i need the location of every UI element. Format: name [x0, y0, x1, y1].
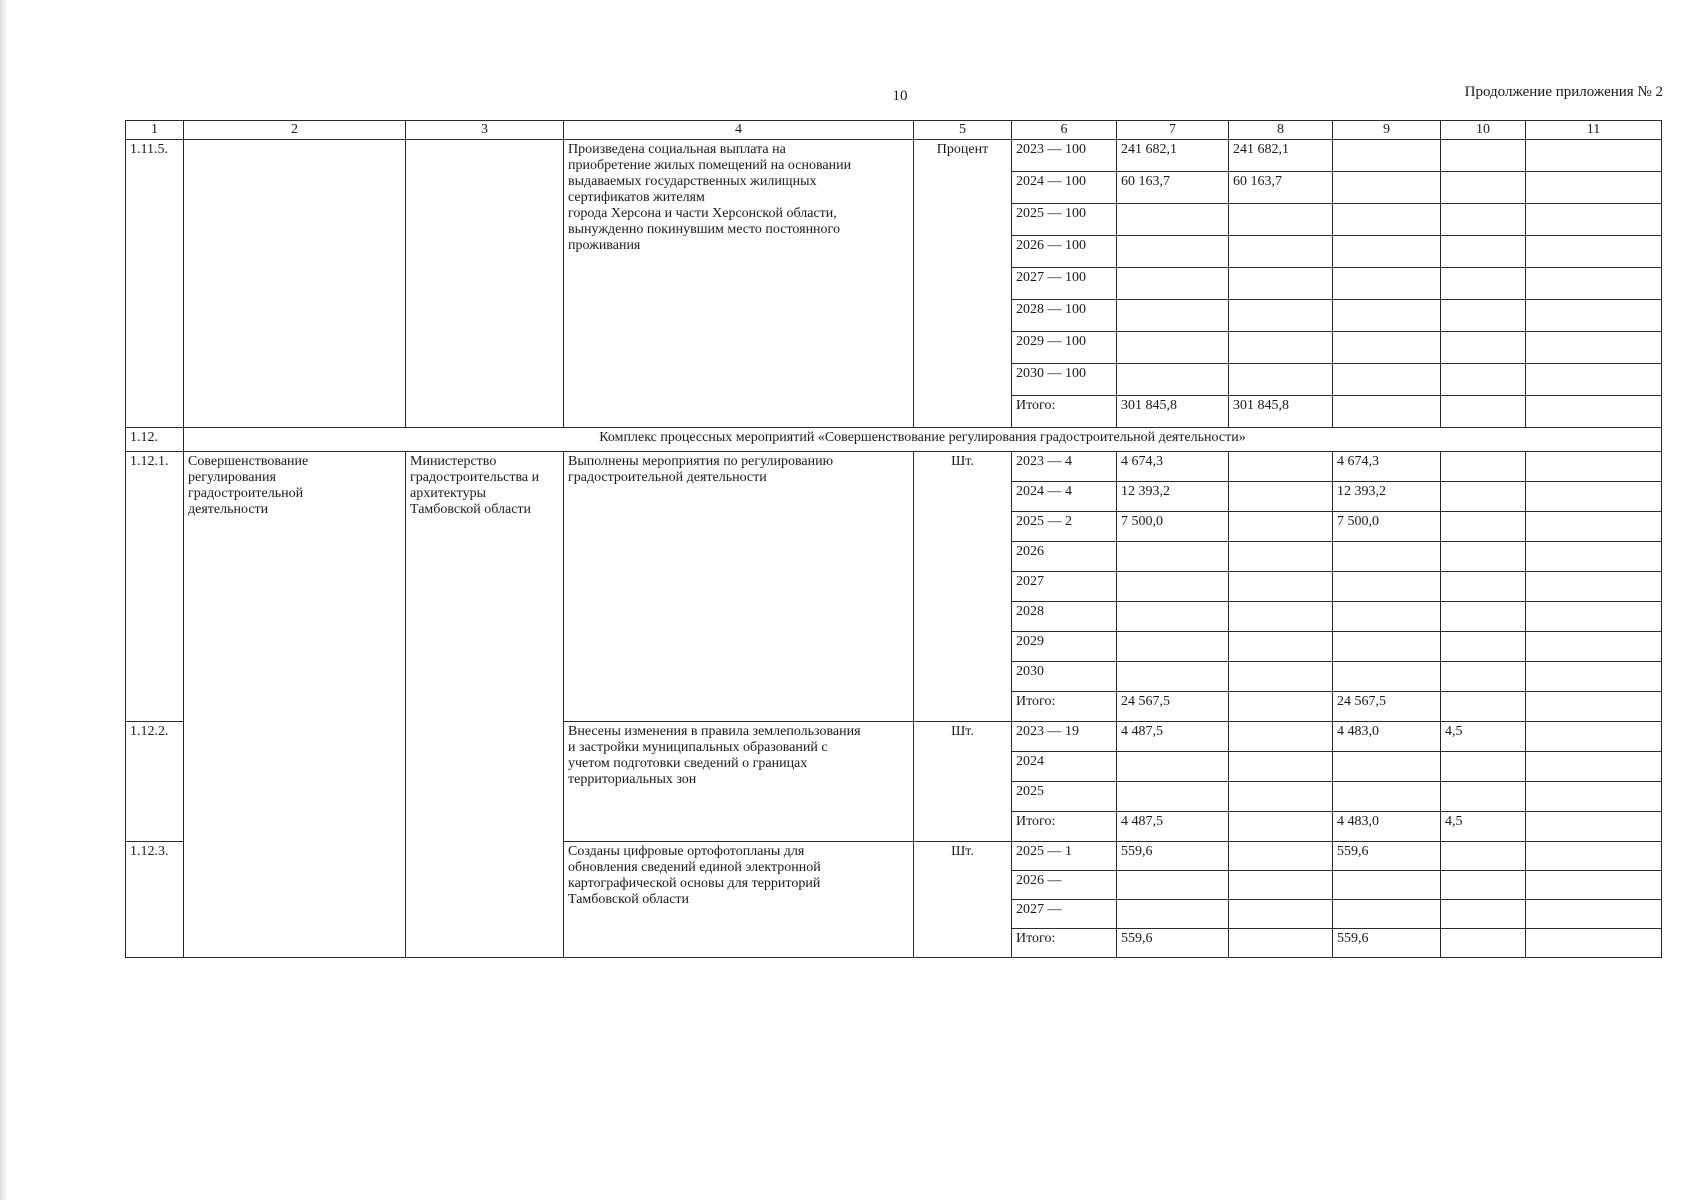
value-c7	[1117, 364, 1229, 396]
name-cell	[184, 452, 406, 958]
unit-cell: Шт.	[914, 722, 1012, 842]
value-c10	[1441, 172, 1526, 204]
value-c11	[1526, 300, 1662, 332]
year-target: 2028 — 100	[1012, 300, 1117, 332]
scan-edge-shadow	[0, 0, 8, 1200]
value-c9: 4 674,3	[1333, 452, 1441, 482]
value-c8	[1229, 692, 1333, 722]
value-c8	[1229, 512, 1333, 542]
column-header: 5	[914, 121, 1012, 140]
value-c9	[1333, 300, 1441, 332]
value-c9	[1333, 752, 1441, 782]
value-c7: 559,6	[1117, 929, 1229, 958]
year-target: Итого:	[1012, 692, 1117, 722]
unit-cell: Процент	[914, 140, 1012, 428]
unit-cell: Шт.	[914, 452, 1012, 722]
year-target: 2025	[1012, 782, 1117, 812]
program-table	[125, 120, 1662, 958]
value-c10: 4,5	[1441, 722, 1526, 752]
description-cell-line: Тамбовской области	[568, 892, 690, 907]
unit-cell: Шт.	[914, 842, 1012, 958]
value-c7	[1117, 236, 1229, 268]
value-c7	[1117, 268, 1229, 300]
value-c7: 4 487,5	[1117, 812, 1229, 842]
value-c8	[1229, 482, 1333, 512]
value-c7	[1117, 332, 1229, 364]
value-c11	[1526, 140, 1662, 172]
value-c8	[1229, 452, 1333, 482]
name-cell-line: градостроительной	[188, 486, 304, 501]
row-number: 1.12.1.	[126, 452, 184, 722]
row-number: 1.12.2.	[126, 722, 184, 842]
value-c11	[1526, 512, 1662, 542]
value-c8: 241 682,1	[1229, 140, 1333, 172]
column-header: 8	[1229, 121, 1333, 140]
description-cell-line: учетом подготовки сведений о границах	[568, 756, 808, 771]
value-c11	[1526, 332, 1662, 364]
year-target: Итого:	[1012, 812, 1117, 842]
value-c10	[1441, 632, 1526, 662]
year-target: 2025 — 2	[1012, 512, 1117, 542]
description-cell-line: Выполнены мероприятия по регулированию	[568, 454, 834, 469]
year-target: 2026	[1012, 542, 1117, 572]
value-c11	[1526, 632, 1662, 662]
responsible-cell	[406, 452, 564, 958]
value-c8	[1229, 236, 1333, 268]
value-c10	[1441, 364, 1526, 396]
row-number: 1.12.3.	[126, 842, 184, 958]
name-cell-line: регулирования	[188, 470, 276, 485]
description-cell-line: картографической основы для территорий	[568, 876, 821, 891]
value-c7: 4 674,3	[1117, 452, 1229, 482]
value-c7	[1117, 782, 1229, 812]
value-c9: 559,6	[1333, 842, 1441, 871]
value-c11	[1526, 871, 1662, 900]
description-cell-line: и застройки муниципальных образований с	[568, 740, 828, 755]
value-c11	[1526, 364, 1662, 396]
value-c7	[1117, 662, 1229, 692]
name-cell-line: Совершенствование	[188, 454, 309, 469]
value-c9: 559,6	[1333, 929, 1441, 958]
description-cell-line: выдаваемых государственных жилищных	[568, 174, 817, 189]
value-c9	[1333, 782, 1441, 812]
column-header: 11	[1526, 121, 1662, 140]
description-cell	[564, 452, 914, 722]
responsible-cell-line: градостроительства и	[410, 470, 540, 485]
column-header: 7	[1117, 121, 1229, 140]
description-cell-line: территориальных зон	[568, 772, 697, 787]
value-c10	[1441, 842, 1526, 871]
value-c9	[1333, 662, 1441, 692]
year-target: 2024	[1012, 752, 1117, 782]
value-c9	[1333, 542, 1441, 572]
value-c11	[1526, 572, 1662, 602]
value-c9	[1333, 632, 1441, 662]
value-c8	[1229, 300, 1333, 332]
value-c9	[1333, 396, 1441, 428]
value-c7	[1117, 572, 1229, 602]
value-c8	[1229, 812, 1333, 842]
value-c8	[1229, 752, 1333, 782]
value-c10	[1441, 929, 1526, 958]
column-header: 9	[1333, 121, 1441, 140]
value-c11	[1526, 542, 1662, 572]
description-cell-line: приобретение жилых помещений на основании	[568, 158, 852, 173]
value-c11	[1526, 929, 1662, 958]
value-c7: 4 487,5	[1117, 722, 1229, 752]
description-cell-line: проживания	[568, 238, 641, 253]
year-target: 2030 — 100	[1012, 364, 1117, 396]
table-body	[126, 121, 1662, 958]
value-c11	[1526, 812, 1662, 842]
value-c8	[1229, 662, 1333, 692]
description-cell	[564, 722, 914, 842]
value-c8	[1229, 871, 1333, 900]
year-target: Итого:	[1012, 929, 1117, 958]
value-c7: 301 845,8	[1117, 396, 1229, 428]
year-target: 2024 — 4	[1012, 482, 1117, 512]
value-c8	[1229, 572, 1333, 602]
value-c7: 7 500,0	[1117, 512, 1229, 542]
value-c9	[1333, 172, 1441, 204]
value-c7: 559,6	[1117, 842, 1229, 871]
year-target: 2027	[1012, 572, 1117, 602]
value-c9	[1333, 268, 1441, 300]
value-c7	[1117, 542, 1229, 572]
value-c8	[1229, 632, 1333, 662]
value-c10	[1441, 332, 1526, 364]
description-cell-line: сертификатов жителям	[568, 190, 705, 205]
value-c9	[1333, 332, 1441, 364]
value-c9: 4 483,0	[1333, 722, 1441, 752]
value-c7: 12 393,2	[1117, 482, 1229, 512]
value-c10	[1441, 482, 1526, 512]
value-c11	[1526, 268, 1662, 300]
value-c8	[1229, 542, 1333, 572]
description-cell-line: Созданы цифровые ортофотопланы для	[568, 844, 805, 859]
value-c8	[1229, 842, 1333, 871]
value-c9: 12 393,2	[1333, 482, 1441, 512]
value-c11	[1526, 602, 1662, 632]
value-c8	[1229, 602, 1333, 632]
value-c10	[1441, 452, 1526, 482]
value-c10	[1441, 572, 1526, 602]
value-c9	[1333, 204, 1441, 236]
year-target: 2023 — 19	[1012, 722, 1117, 752]
value-c9: 4 483,0	[1333, 812, 1441, 842]
year-target: 2029	[1012, 632, 1117, 662]
value-c7: 241 682,1	[1117, 140, 1229, 172]
value-c10	[1441, 662, 1526, 692]
description-cell-line: обновления сведений единой электронной	[568, 860, 821, 875]
section-title: Комплекс процессных мероприятий «Совершенствование регулирования градостроительной деятельности»	[184, 428, 1662, 452]
year-target: 2023 — 100	[1012, 140, 1117, 172]
value-c8: 301 845,8	[1229, 396, 1333, 428]
value-c11	[1526, 662, 1662, 692]
value-c8	[1229, 900, 1333, 929]
year-target: 2029 — 100	[1012, 332, 1117, 364]
column-header: 6	[1012, 121, 1117, 140]
description-cell-line: вынужденно покинувшим место постоянного	[568, 222, 840, 237]
value-c8	[1229, 929, 1333, 958]
responsible-cell-line: Тамбовской области	[410, 502, 532, 517]
value-c7	[1117, 900, 1229, 929]
column-header: 10	[1441, 121, 1526, 140]
value-c9	[1333, 140, 1441, 172]
page-number: 10	[892, 88, 908, 104]
value-c7	[1117, 752, 1229, 782]
value-c9	[1333, 236, 1441, 268]
value-c9	[1333, 364, 1441, 396]
value-c10	[1441, 236, 1526, 268]
table-row	[126, 140, 1662, 172]
value-c11	[1526, 842, 1662, 871]
value-c11	[1526, 452, 1662, 482]
description-cell-line: города Херсона и части Херсонской области,	[568, 206, 837, 221]
value-c8: 60 163,7	[1229, 172, 1333, 204]
description-cell-line: градостроительной деятельности	[568, 470, 767, 485]
responsible-cell	[406, 140, 564, 428]
value-c7	[1117, 602, 1229, 632]
value-c8	[1229, 268, 1333, 300]
value-c10	[1441, 752, 1526, 782]
value-c10	[1441, 204, 1526, 236]
description-cell	[564, 140, 914, 428]
value-c9: 24 567,5	[1333, 692, 1441, 722]
name-cell-line: деятельности	[188, 502, 269, 517]
description-cell-line: Внесены изменения в правила землепользования	[568, 724, 861, 739]
value-c10	[1441, 782, 1526, 812]
year-target: 2024 — 100	[1012, 172, 1117, 204]
description-cell-line: Произведена социальная выплата на	[568, 142, 786, 157]
value-c10: 4,5	[1441, 812, 1526, 842]
value-c7: 60 163,7	[1117, 172, 1229, 204]
value-c10	[1441, 300, 1526, 332]
value-c8	[1229, 364, 1333, 396]
value-c11	[1526, 172, 1662, 204]
value-c8	[1229, 204, 1333, 236]
value-c9	[1333, 572, 1441, 602]
section-number: 1.12.	[126, 428, 184, 452]
value-c11	[1526, 900, 1662, 929]
year-target: 2025 — 100	[1012, 204, 1117, 236]
value-c11	[1526, 722, 1662, 752]
value-c10	[1441, 140, 1526, 172]
year-target: 2028	[1012, 602, 1117, 632]
value-c9	[1333, 900, 1441, 929]
value-c11	[1526, 482, 1662, 512]
table-row	[126, 452, 1662, 482]
year-target: 2030	[1012, 662, 1117, 692]
year-target: Итого:	[1012, 396, 1117, 428]
value-c10	[1441, 602, 1526, 632]
value-c10	[1441, 871, 1526, 900]
section-row	[126, 428, 1662, 452]
column-header: 4	[564, 121, 914, 140]
value-c9	[1333, 602, 1441, 632]
value-c10	[1441, 512, 1526, 542]
value-c7	[1117, 871, 1229, 900]
value-c9: 7 500,0	[1333, 512, 1441, 542]
value-c10	[1441, 542, 1526, 572]
value-c11	[1526, 782, 1662, 812]
value-c7	[1117, 300, 1229, 332]
value-c11	[1526, 204, 1662, 236]
value-c10	[1441, 268, 1526, 300]
value-c8	[1229, 782, 1333, 812]
value-c7	[1117, 632, 1229, 662]
description-cell	[564, 842, 914, 958]
value-c11	[1526, 236, 1662, 268]
year-target: 2023 — 4	[1012, 452, 1117, 482]
value-c7: 24 567,5	[1117, 692, 1229, 722]
value-c10	[1441, 396, 1526, 428]
year-target: 2027 —	[1012, 900, 1117, 929]
year-target: 2027 — 100	[1012, 268, 1117, 300]
value-c11	[1526, 752, 1662, 782]
value-c7	[1117, 204, 1229, 236]
appendix-label: Продолжение приложения № 2	[1464, 84, 1663, 100]
column-header: 3	[406, 121, 564, 140]
value-c10	[1441, 692, 1526, 722]
name-cell	[184, 140, 406, 428]
value-c11	[1526, 692, 1662, 722]
value-c10	[1441, 900, 1526, 929]
year-target: 2026 — 100	[1012, 236, 1117, 268]
year-target: 2026 —	[1012, 871, 1117, 900]
responsible-cell-line: архитектуры	[410, 486, 486, 501]
row-number: 1.11.5.	[126, 140, 184, 428]
value-c11	[1526, 396, 1662, 428]
value-c8	[1229, 332, 1333, 364]
responsible-cell-line: Министерство	[410, 454, 497, 469]
value-c8	[1229, 722, 1333, 752]
year-target: 2025 — 1	[1012, 842, 1117, 871]
value-c9	[1333, 871, 1441, 900]
column-header-row	[126, 121, 1662, 140]
column-header: 1	[126, 121, 184, 140]
column-header: 2	[184, 121, 406, 140]
